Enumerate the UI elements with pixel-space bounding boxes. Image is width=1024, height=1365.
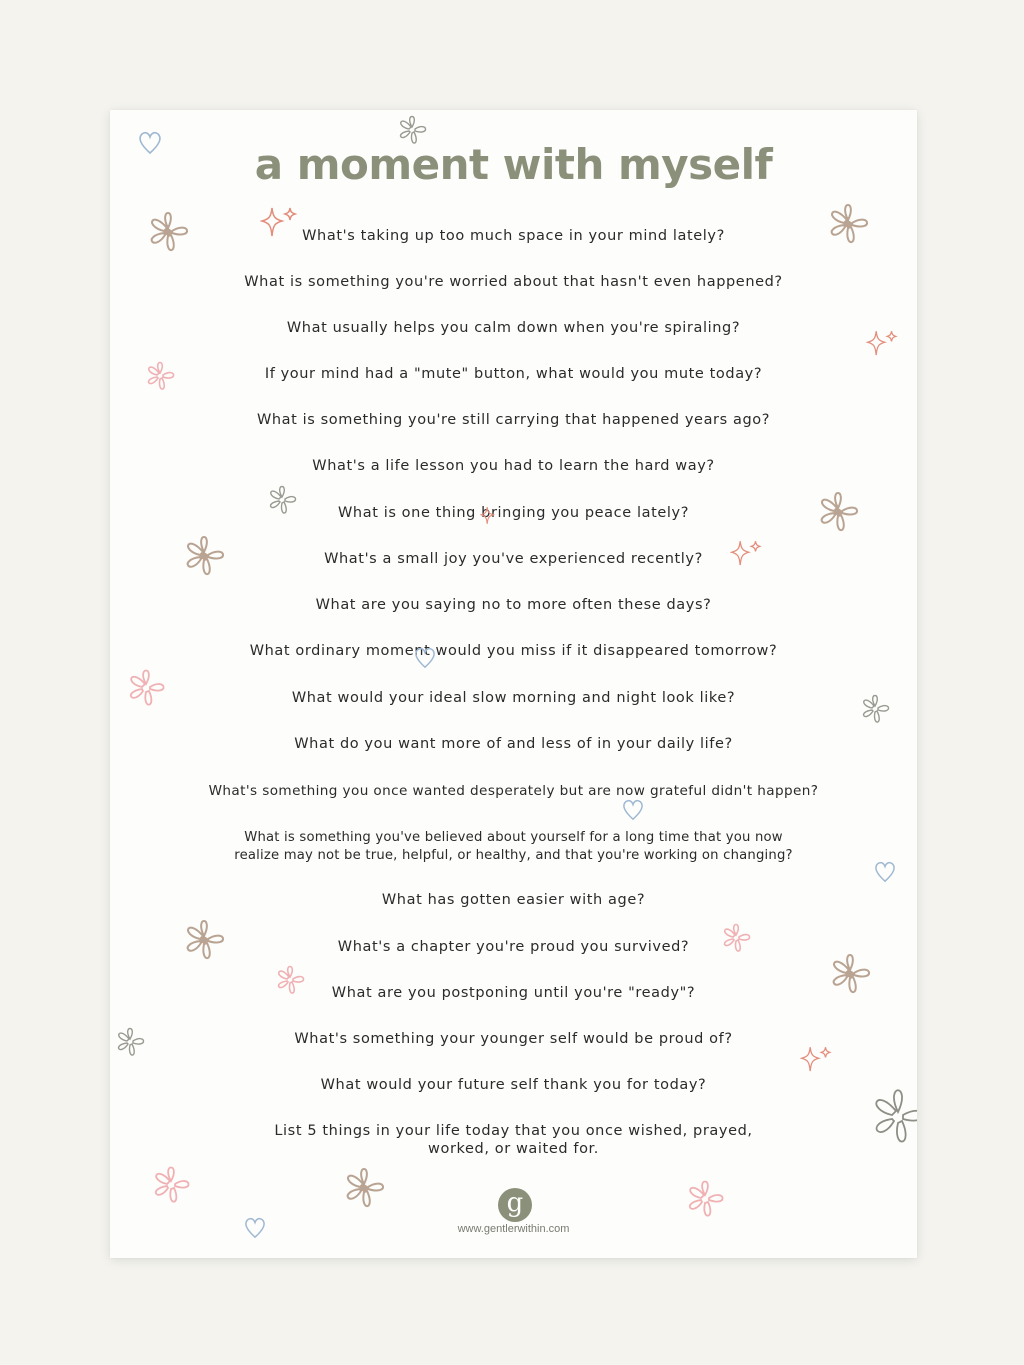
question-14: What is something you've believed about yourself for a long time that you now realize may not be true, helpful, or healthy, and that you're working on changing? [234,830,793,863]
question-19: What would your future self thank you for today? [320,1077,707,1093]
question-17: What are you postponing until you're "ready"? [331,985,696,1001]
question-18: What's something your younger self would be proud of? [294,1031,733,1047]
question-3: What usually helps you calm down when you're spiraling? [286,320,741,336]
question-5: What is something you're still carrying that happened years ago? [256,412,771,428]
question-16: What's a chapter you're proud you survived? [337,939,690,955]
question-11: What would your ideal slow morning and night look like? [291,690,736,706]
flower-icon [680,1174,730,1224]
question-4: If your mind had a "mute" button, what would you mute today? [264,366,763,382]
question-2: What is something you're worried about that hasn't even happened? [244,274,783,290]
question-10: What ordinary moment would you miss if it disappeared tomorrow? [249,643,778,659]
flower-icon [146,1160,196,1210]
website-url: www.gentlerwithin.com [457,1223,570,1235]
question-7: What is one thing bringing you peace lately? [337,505,689,521]
sparkle-icon [800,1044,834,1076]
worksheet-page [110,110,917,1258]
question-15: What has gotten easier with age? [381,892,646,908]
heart-icon [622,798,644,822]
question-6: What's a life lesson you had to learn the hard way? [312,458,715,474]
question-1: What's taking up too much space in your mind lately? [302,228,725,244]
logo-icon: g [498,1188,532,1222]
question-20: List 5 things in your life today that you once wished, prayed, worked, or waited for. [274,1123,753,1157]
question-12: What do you want more of and less of in your daily life? [294,736,733,752]
question-9: What are you saying no to more often these days? [315,597,712,613]
flower-icon [336,1160,392,1216]
question-13: What's something you once wanted desperately but are now grateful didn't happen? [208,783,819,799]
page-title: a moment with myself [254,140,773,189]
question-8: What's a small joy you've experienced recently? [324,551,703,567]
